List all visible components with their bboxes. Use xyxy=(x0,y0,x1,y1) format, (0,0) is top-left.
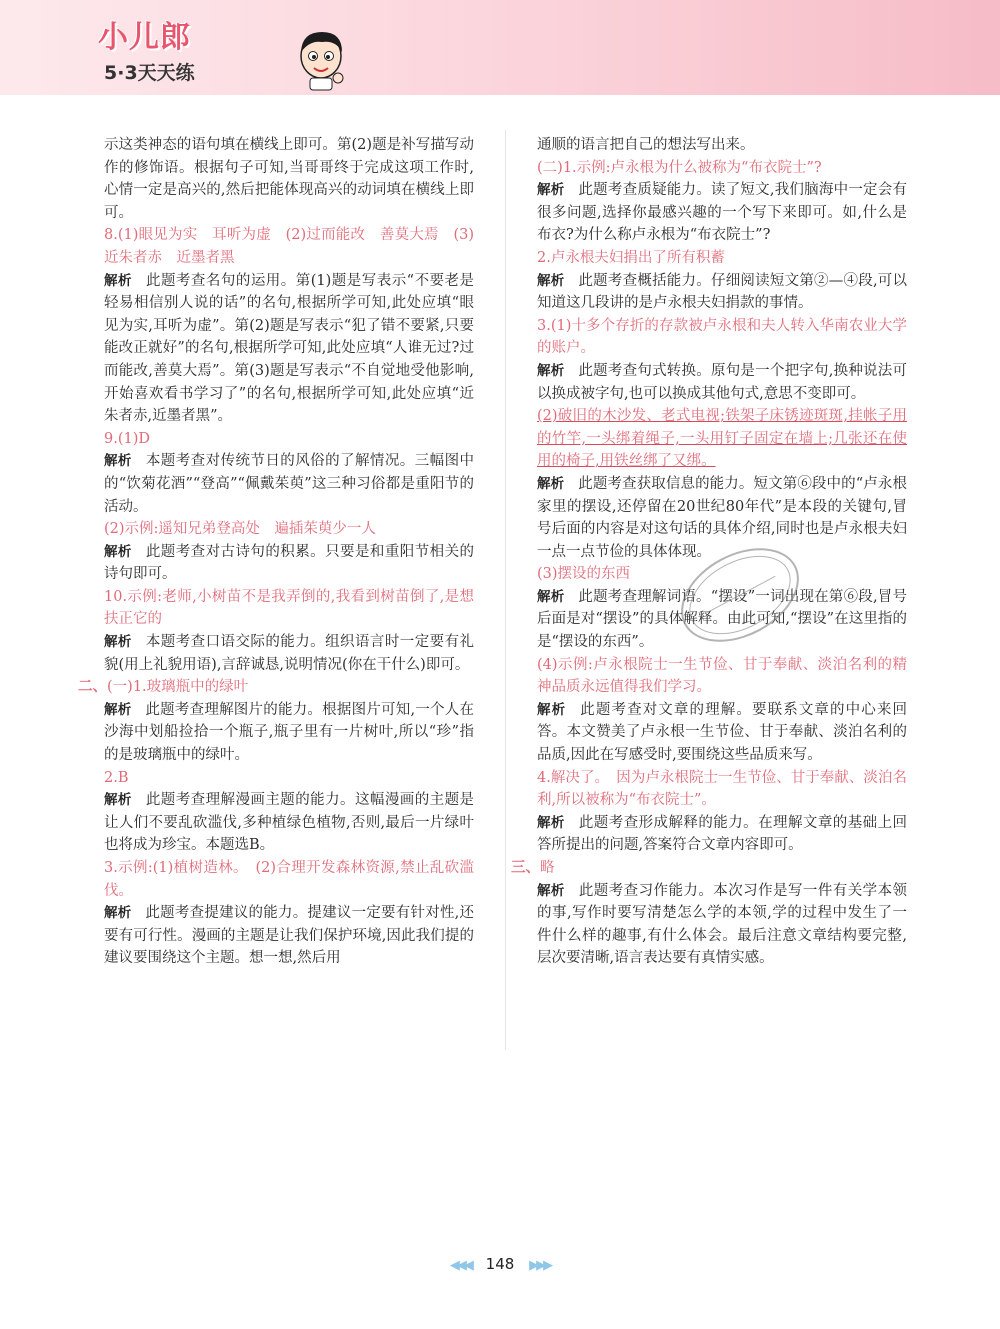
analysis-text: 此题考查提建议的能力。提建议一定要有针对性,还要有可行性。漫画的主题是让我们保护环境,因此我们提的建议要围绕这个主题。想一想,然后用 xyxy=(104,905,475,967)
body-text: 通顺的语言把自己的想法写出来。 xyxy=(537,137,755,153)
analysis-label: 解析 xyxy=(537,588,565,605)
prev-arrows-icon: ◀◀◀ xyxy=(449,1258,471,1273)
answer-line xyxy=(537,157,907,180)
answer-text: 10.示例:老师,小树苗不是我弄倒的,我看到树苗倒了,是想扶正它的 xyxy=(104,588,474,628)
answer-text: (2)破旧的木沙发、老式电视;铁架子床锈迹斑斑,挂帐子用的竹竿,一头绑着绳子,一头用钉子固定在墙上;几张还在使用的椅子,用铁丝绑了又绑。 xyxy=(537,408,907,470)
answer-line xyxy=(104,586,474,631)
analysis-label: 解析 xyxy=(537,362,565,379)
analysis-text: 此题考查句式转换。原句是一个把字句,换种说法可以换成被字句,也可以换成其他句式,意思不变即可。 xyxy=(537,362,908,402)
analysis-text: 此题考查概括能力。仔细阅读短文第②—④段,可以知道这几段讲的是卢永根夫妇捐款的事情。 xyxy=(537,272,908,312)
page-number: 148 xyxy=(485,1255,515,1273)
answer-text: (4)示例:卢永根院士一生节俭、甘于奉献、淡泊名利的精神品质永远值得我们学习。 xyxy=(537,656,907,696)
analysis-label: 解析 xyxy=(537,814,565,831)
analysis-paragraph xyxy=(537,699,907,767)
analysis-paragraph xyxy=(104,270,474,428)
answer-text: 2.卢永根夫妇捐出了所有积蓄 xyxy=(537,249,725,266)
answer-text: 8.(1)眼见为实 耳听为虚 (2)过而能改 善莫大焉 (3)近朱者赤 近墨者黑 xyxy=(104,227,474,266)
brand-subtitle: 5·3天天练 xyxy=(104,62,195,84)
section-number: 三、 xyxy=(511,860,540,876)
analysis-text: 此题考查获取信息的能力。短文第⑥段中的“卢永根家里的摆设,还停留在20世纪80年代”是本段的关键句,冒号后面的内容是对这句话的具体介绍,同时也是卢永根夫妇一点一点节俭的具体体现。 xyxy=(537,475,907,560)
answer-line xyxy=(104,857,474,902)
answer-line xyxy=(537,767,907,812)
analysis-paragraph xyxy=(537,812,907,857)
answer-line xyxy=(537,315,907,360)
analysis-label: 解析 xyxy=(537,701,567,718)
answer-line xyxy=(537,247,907,270)
analysis-paragraph xyxy=(537,270,907,315)
analysis-paragraph xyxy=(104,902,474,970)
analysis-text: 此题考查对文章的理解。要联系文章的中心来回答。本文赞美了卢永根一生节俭、甘于奉献、淡泊名利的品质,因此在写感受时,要围绕这些品质来写。 xyxy=(537,701,908,764)
answer-line xyxy=(104,518,474,541)
analysis-paragraph xyxy=(537,179,907,247)
analysis-text: 本题考查对传统节日的风俗的了解情况。三幅图中的“饮菊花酒”“登高”“佩戴茱萸”这三种习俗都是重阳节的活动。 xyxy=(104,453,475,515)
analysis-text: 此题考查形成解释的能力。在理解文章的基础上回答所提出的问题,答案符合文章内容即可。 xyxy=(537,814,908,854)
answer-text: 3.示例:(1)植树造林。 (2)合理开发森林资源,禁止乱砍滥伐。 xyxy=(104,860,474,899)
answer-text: 9.(1)D xyxy=(104,430,150,447)
section-heading xyxy=(511,857,907,880)
answer-text: (2)示例:遥知兄弟登高处 遍插茱萸少一人 xyxy=(104,521,376,538)
analysis-text: 此题考查对古诗句的积累。只要是和重阳节相关的诗句即可。 xyxy=(104,543,475,583)
page-footer xyxy=(0,1255,1000,1279)
analysis-paragraph xyxy=(104,450,474,518)
answer-text: 3.(1)十多个存折的存款被卢永根和夫人转入华南农业大学的账户。 xyxy=(537,317,907,357)
analysis-text: 此题考查理解图片的能力。根据图片可知,一个人在沙海中划船捡拾一个瓶子,瓶子里有一片树叶,所以“珍”指的是玻璃瓶中的绿叶。 xyxy=(104,701,475,764)
brand-logo xyxy=(96,12,266,90)
inspection-stamp-icon xyxy=(660,525,820,665)
analysis-label: 解析 xyxy=(104,792,132,809)
left-column xyxy=(78,134,475,970)
analysis-label: 解析 xyxy=(537,882,565,899)
brand-title: 小儿郎 xyxy=(98,20,191,55)
answer-text: (二)1.示例:卢永根为什么被称为“布衣院士”? xyxy=(537,159,822,176)
analysis-text: 本题考查口语交际的能力。组织语言时一定要有礼貌(用上礼貌用语),言辞诚恳,说明情况(你在干什么)即可。 xyxy=(104,634,475,673)
analysis-label: 解析 xyxy=(104,701,132,718)
analysis-paragraph xyxy=(104,789,474,857)
analysis-text: 此题考查质疑能力。读了短文,我们脑海中一定会有很多问题,选择你最感兴趣的一个写下来即可。如,什么是布衣?为什么称卢永根为“布衣院士”? xyxy=(537,182,908,244)
analysis-label: 解析 xyxy=(104,543,132,560)
answer-text: 2.B xyxy=(104,769,129,786)
next-arrows-icon: ▶▶▶ xyxy=(529,1258,551,1273)
analysis-text: 此题考查理解词语。“摆设”一词出现在第⑥段,冒号后面是对“摆设”的具体解释。由此可知,“摆设”在这里指的是“摆设的东西”。 xyxy=(537,588,907,651)
body-text: 示这类神态的语句填在横线上即可。第(2)题是补写描写动作的修饰语。根据句子可知,当哥哥终于完成这项工作时,心情一定是高兴的,然后把能体现高兴的动词填在横线上即可。 xyxy=(104,137,474,221)
analysis-paragraph xyxy=(537,880,907,970)
answer-text: 4.解决了。 因为卢永根院士一生节俭、甘于奉献、淡泊名利,所以被称为“布衣院士”。 xyxy=(537,769,907,809)
analysis-label: 解析 xyxy=(104,634,132,651)
answer-line xyxy=(537,405,907,473)
answer-line xyxy=(104,428,474,451)
analysis-paragraph xyxy=(537,360,907,405)
answer-text: 略 xyxy=(540,860,555,876)
section-heading xyxy=(78,676,474,699)
analysis-label: 解析 xyxy=(537,272,565,289)
analysis-label: 解析 xyxy=(537,182,565,199)
analysis-text: 此题考查名句的运用。第(1)题是写表示“不要老是轻易相信别人说的话”的名句,根据所学可知,此处应填“眼见为实,耳听为虚”。第(2)题是写表示“犯了错不要紧,只要能改正就好”的名句,根据所学可知,此处应填“人谁无过?过而能改,善莫大焉”。第(3)题是写表示“不自觉地受他影响,开始喜欢看书学习了”的名句,根据所学可知,此处应填“近朱者赤,近墨者黑”。 xyxy=(104,272,475,425)
analysis-label: 解析 xyxy=(104,905,132,922)
answer-line xyxy=(104,224,474,269)
boy-mascot-icon xyxy=(292,26,350,92)
section-number: 二、 xyxy=(78,679,107,696)
analysis-text: 此题考查习作能力。本次习作是写一件有关学本领的事,写作时要写清楚怎么学的本领,学的过程中发生了一件什么样的趣事,有什么体会。最后注意文章结构要完整,层次要清晰,语言表达要有真情实感。 xyxy=(537,882,908,967)
analysis-label: 解析 xyxy=(104,272,132,289)
analysis-paragraph xyxy=(104,699,474,767)
analysis-paragraph xyxy=(104,631,474,676)
analysis-label: 解析 xyxy=(537,475,565,492)
answer-line xyxy=(104,767,474,790)
analysis-paragraph xyxy=(104,541,474,586)
analysis-label: 解析 xyxy=(104,453,132,470)
answer-text: (3)摆设的东西 xyxy=(537,566,631,583)
analysis-text: 此题考查理解漫画主题的能力。这幅漫画的主题是让人们不要乱砍滥伐,多种植绿色植物,否则,最后一片绿叶也将成为珍宝。本题选B。 xyxy=(104,792,475,854)
column-divider xyxy=(505,130,506,1050)
answer-text: (一)1.玻璃瓶中的绿叶 xyxy=(107,679,249,696)
